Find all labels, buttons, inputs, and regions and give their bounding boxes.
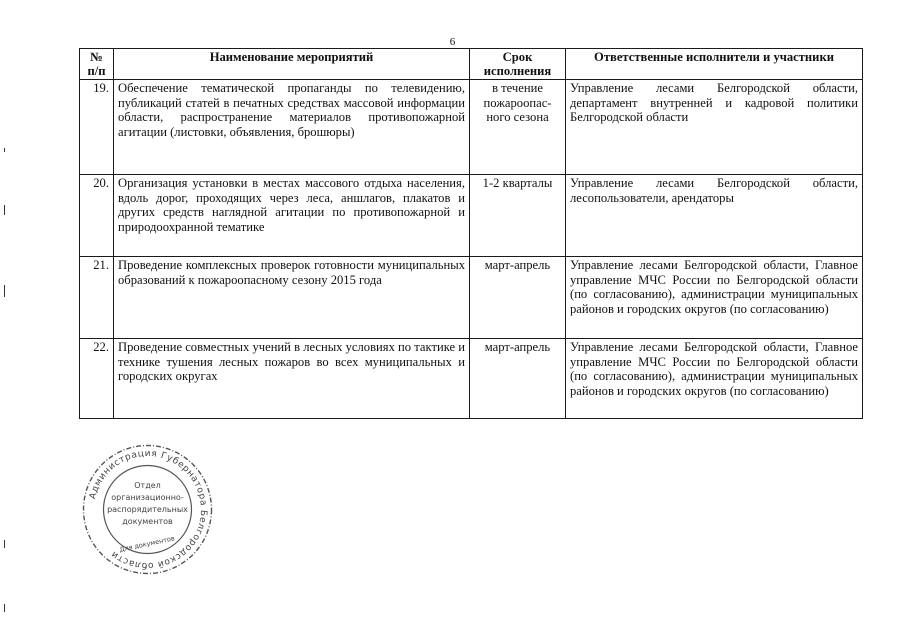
scan-artifact [4,148,5,152]
header-name: Наименование мероприятий [114,49,470,80]
stamp-bottom-text: Для документов [118,534,176,554]
table-row [80,175,863,257]
row-number: 22. [80,339,114,419]
scan-artifact [4,205,5,215]
page-number: 6 [449,36,456,48]
row-number: 21. [80,257,114,339]
scan-artifact [4,285,5,297]
row-responsible: Управление лесами Белгородской области, Главное управление МЧС России по Белгородской области (по согласованию), администрации муниципальных районов и городских округов (по согласованию) [566,257,863,339]
office-stamp [80,442,215,577]
row-event-name: Организация установки в местах массового отдыха населения, вдоль дорог, проходящих через леса, аншлагов, плакатов и других средств наглядной агитации по противопожарной и природоохранной тематике [114,175,470,257]
table-row [80,80,863,175]
stamp-line-1: Отдел [134,481,161,490]
row-number: 20. [80,175,114,257]
row-number: 19. [80,80,114,175]
stamp-outer-text: Администрация Губернатора Белгородской области [88,448,209,571]
table-header-row [80,49,863,80]
row-event-name: Проведение совместных учений в лесных условиях по тактике и технике тушения лесных пожаров во всех муниципальных и городских округах [114,339,470,419]
row-event-name: Проведение комплексных проверок готовности муниципальных образований к пожароопасному сезону 2015 года [114,257,470,339]
stamp-line-3: распорядительных [107,505,188,514]
row-responsible: Управление лесами Белгородской области, Главное управление МЧС России по Белгородской области (по согласованию), администрации муниципальных районов и городских округов (по согласованию) [566,339,863,419]
events-table [79,48,863,419]
row-term: 1-2 кварталы [470,175,566,257]
row-responsible: Управление лесами Белгородской области, департамент внутренней и кадровой политики Белгородской области [566,80,863,175]
row-term: в течение пожароопас-ного сезона [470,80,566,175]
row-event-name: Обеспечение тематической пропаганды по телевидению, публикаций статей в печатных средствах массовой информации области, распространение материалов противопожарной агитации (листовки, объявления, брошюры) [114,80,470,175]
stamp-line-2: организационно- [111,493,184,502]
row-term: март-апрель [470,257,566,339]
row-term: март-апрель [470,339,566,419]
scan-artifact [4,540,5,548]
scan-artifact [4,604,5,612]
table-row [80,339,863,419]
header-responsible: Ответственные исполнители и участники [566,49,863,80]
header-term: Срок исполнения [470,49,566,80]
header-num: № п/п [80,49,114,80]
table-row [80,257,863,339]
stamp-line-4: документов [122,517,173,526]
row-responsible: Управление лесами Белгородской области, лесопользователи, арендаторы [566,175,863,257]
